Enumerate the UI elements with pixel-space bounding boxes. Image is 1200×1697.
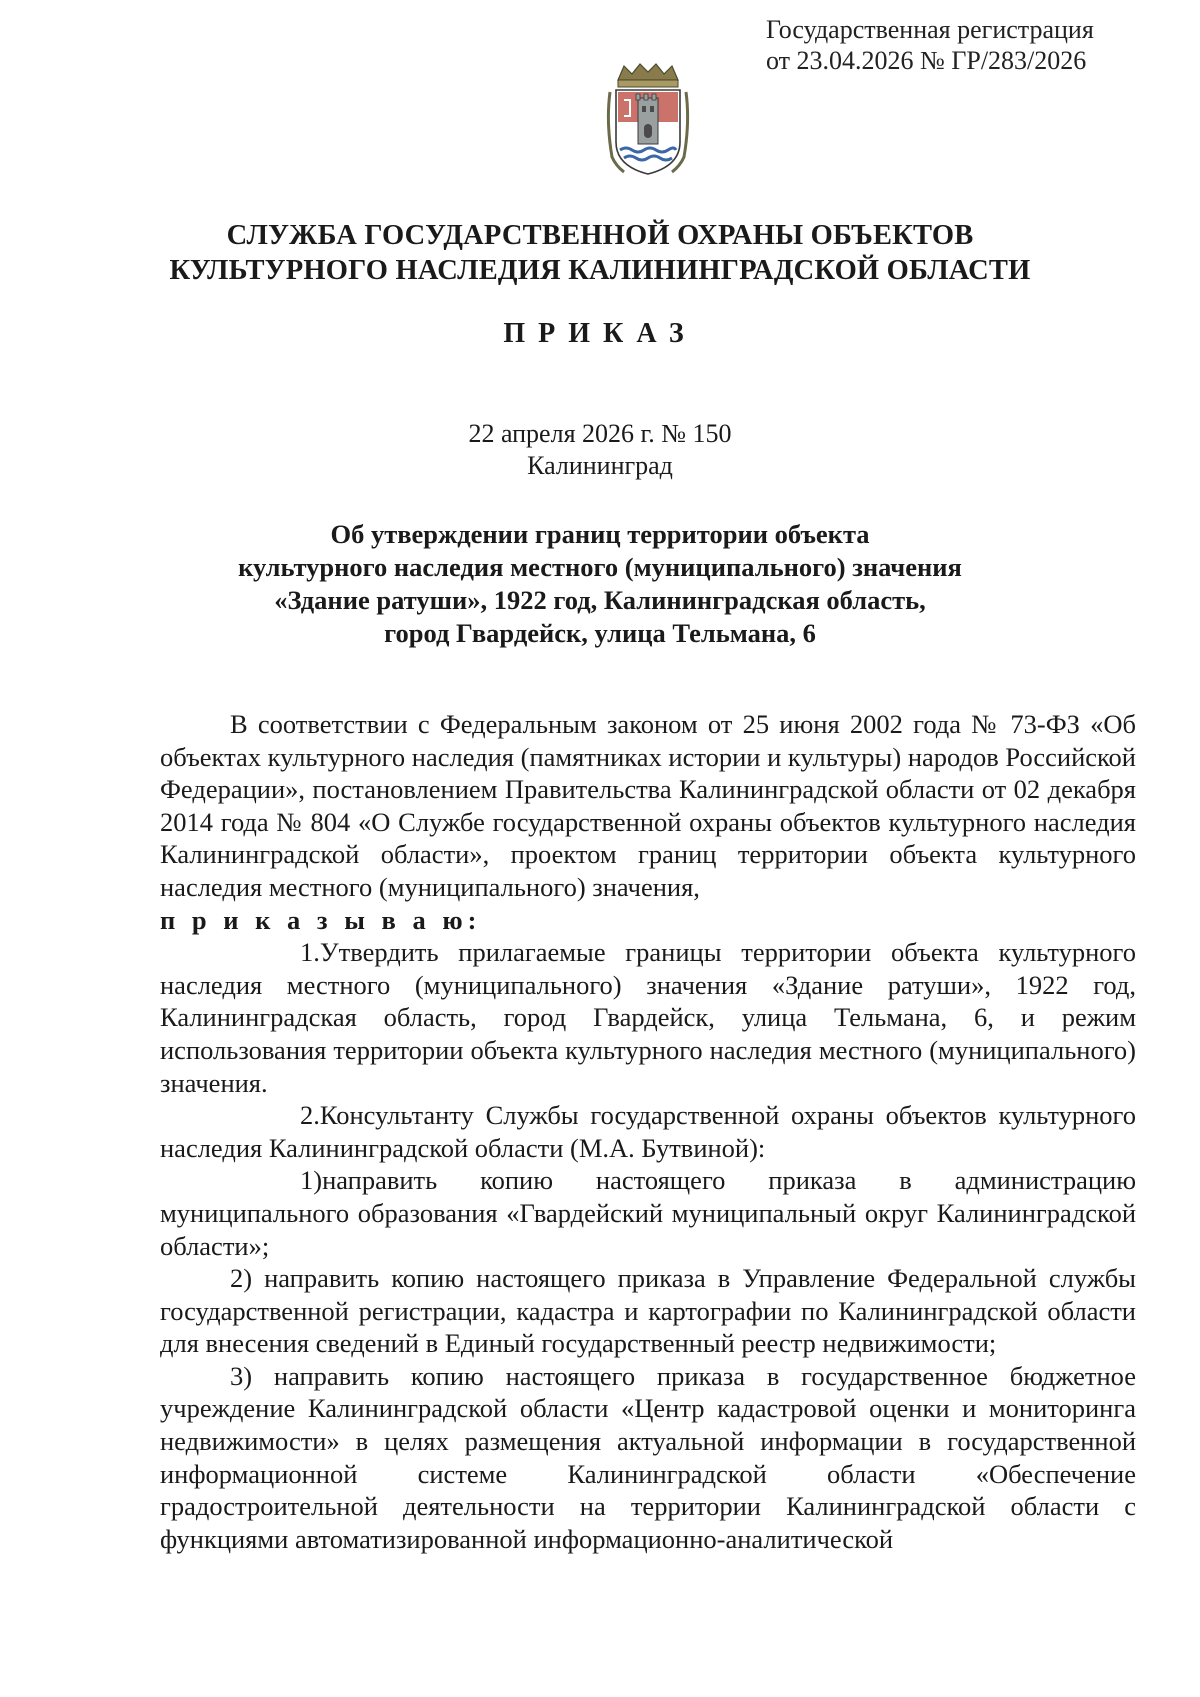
item-1-text: Утвердить прилагаемые границы территории объекта культурного наследия местного (муниципального) значения «Здание ратуши», 1922 год, Калининградская область, город Гвардейск, улица Тельмана, 6, и режим использования территории объекта культурного наследия местного (муниципального) значения. — [160, 937, 1136, 1098]
subject-line-3: «Здание ратуши», 1922 год, Калининградская область, — [274, 585, 926, 615]
subitem-2: 2) направить копию настоящего приказа в Управление Федеральной службы государственной регистрации, кадастра и картографии по Калининградской области для внесения сведений в Единый государственный реестр недвижимости; — [160, 1263, 1136, 1359]
item-1 — [160, 936, 1136, 1099]
subitem-1 — [160, 1164, 1136, 1262]
item-2-number: 2. — [300, 1100, 320, 1131]
subitem-1-text: направить копию настоящего приказа в администрацию муниципального образования «Гвардейский муниципальный округ Калининградской области»; — [160, 1165, 1136, 1261]
agency-name-line-2: КУЛЬТУРНОГО НАСЛЕДИЯ КАЛИНИНГРАДСКОЙ ОБЛАСТИ — [169, 255, 1031, 286]
subject-line-4: город Гвардейск, улица Тельмана, 6 — [384, 618, 816, 648]
document-type: ПРИКАЗ — [503, 318, 697, 349]
city: Калининград — [527, 451, 673, 480]
preamble-paragraph: В соответствии с Федеральным законом от 25 июня 2002 года № 73-ФЗ «Об объектах культурного наследия (памятниках истории и культуры) народов Российской Федерации», постановлением Правительства Калининградской области от 02 декабря 2014 года № 804 «О Службе государственной охраны объектов культурного наследия Калининградской области», проектом границ территории объекта культурного наследия местного (муниципального) значения, — [160, 709, 1136, 902]
order-body — [160, 708, 1136, 1555]
registration-line-1: Государственная регистрация — [766, 15, 1094, 44]
subject-line-1: Об утверждении границ территории объекта — [330, 519, 870, 549]
registration-stamp — [766, 14, 1094, 76]
date-and-place — [150, 418, 1050, 482]
order-subject — [150, 518, 1050, 650]
agency-name — [150, 218, 1050, 288]
order-word: п р и к а з ы в а ю: — [160, 904, 482, 935]
order-word-paragraph — [160, 904, 1136, 937]
item-2 — [160, 1099, 1136, 1164]
subitem-3: 3) направить копию настоящего приказа в государственное бюджетное учреждение Калининградской области «Центр кадастровой оценки и мониторинга недвижимости» в целях размещения актуальной информации в государственной информационной системе Калининградской области «Обеспечение градостроительной деятельности на территории Калининградской области с функциями автоматизированной информационно-аналитической — [160, 1360, 1136, 1554]
registration-line-2: от 23.04.2026 № ГР/283/2026 — [766, 46, 1087, 75]
subitem-1-number: 1) — [300, 1165, 323, 1196]
item-1-number: 1. — [300, 937, 320, 968]
item-2-text: Консультанту Службы государственной охраны объектов культурного наследия Калининградской области (М.А. Бутвиной): — [160, 1100, 1136, 1163]
agency-name-line-1: СЛУЖБА ГОСУДАРСТВЕННОЙ ОХРАНЫ ОБЪЕКТОВ — [226, 220, 974, 251]
subject-line-2: культурного наследия местного (муниципального) значения — [238, 552, 962, 582]
kaliningrad-coat-of-arms-icon — [604, 62, 692, 178]
date-number: 22 апреля 2026 г. № 150 — [468, 419, 732, 448]
